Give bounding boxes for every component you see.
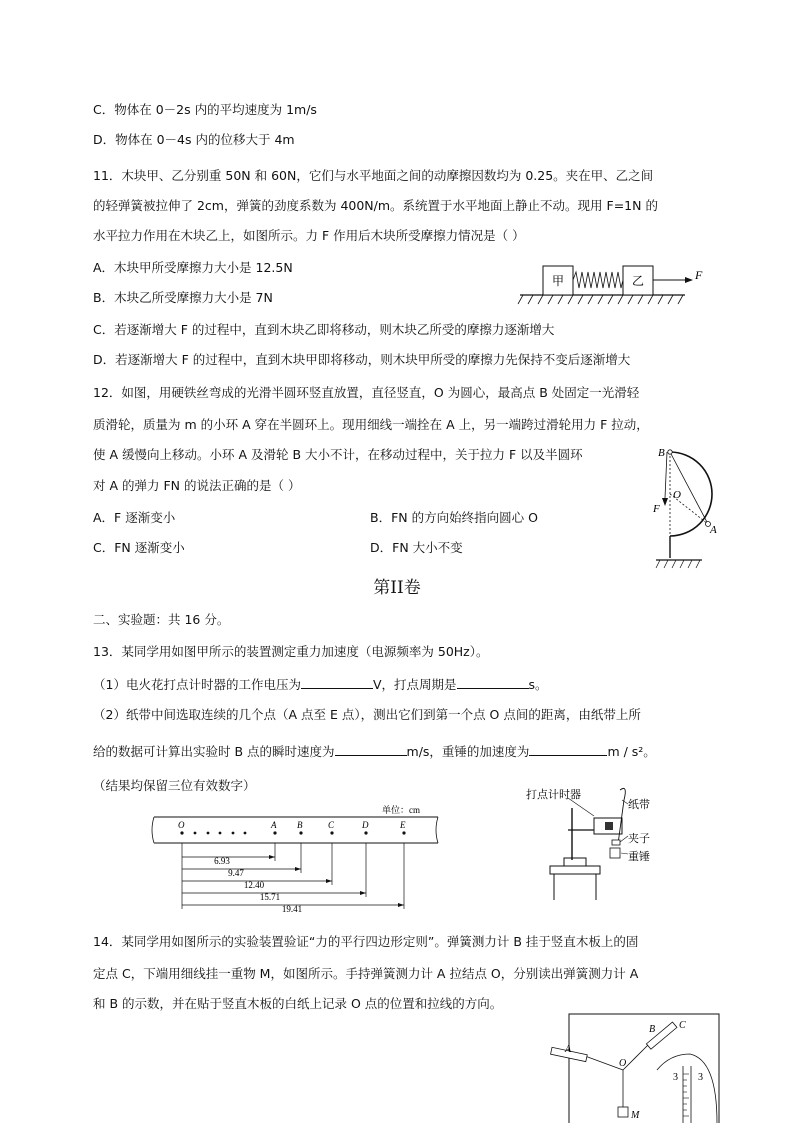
tape-unit: 单位：cm — [382, 805, 420, 815]
stand-base — [564, 858, 586, 866]
q13-note: （结果均保留三位有效数字） — [93, 778, 256, 793]
dist-oc: 12.40 — [243, 880, 265, 890]
string-ao — [585, 1056, 623, 1070]
q12-option-d: D．FN 大小不变 — [370, 540, 463, 555]
acceleration-blank[interactable] — [529, 742, 607, 756]
q14-stem-line2: 定点 C，下端用细线挂一重物 M，如图所示。手持弹簧测力计 A 拉结点 O，分别读出弹簧测力计 A — [93, 966, 639, 981]
dist-ob: 9.47 — [228, 868, 244, 878]
scale-left-3: 3 — [673, 1072, 678, 1083]
tape-point-d: D — [362, 820, 369, 830]
apparatus-figure — [510, 778, 670, 908]
q13-part2-text-c: m / s²。 — [607, 744, 656, 759]
q13-part2-line1: （2）纸带中间选取连续的几个点（A 点至 E 点），测出它们到第一个点 O 点间的距离，由纸带上所 — [93, 707, 641, 722]
string-ba — [670, 452, 708, 524]
q13-part1-text-a: （1）电火花打点计时器的工作电压为 — [93, 677, 301, 692]
q11-option-b: B．木块乙所受摩擦力大小是 7N — [93, 290, 273, 305]
block-jia-label: 甲 — [551, 274, 565, 288]
label-b: B — [649, 1024, 656, 1035]
label-f: F — [653, 503, 660, 515]
q12-option-b: B．FN 的方向始终指向圆心 O — [370, 510, 538, 525]
dist-od: 15.71 — [259, 892, 281, 902]
label-clip: 夹子 — [628, 832, 650, 845]
weight — [610, 848, 620, 858]
q12-stem-line3: 使 A 缓慢向上移动。小环 A 及滑轮 B 大小不计，在移动过程中，关于拉力 F 以及半圆环 — [93, 447, 583, 462]
q13-part1-text-c: s。 — [528, 677, 548, 692]
label-a: A — [710, 524, 717, 536]
weight-m — [618, 1107, 628, 1117]
q14-stem-line3: 和 B 的示数，并在贴于竖直木板的白纸上记录 O 点的位置和拉线的方向。 — [93, 996, 503, 1011]
label-c: C — [679, 1020, 686, 1031]
pulley-b — [668, 450, 672, 454]
velocity-blank[interactable] — [335, 742, 407, 756]
q13-part1 — [93, 675, 548, 694]
q10-option-d: D．物体在 0－4s 内的位移大于 4m — [93, 132, 295, 147]
q13-part2-text-a: 给的数据可计算出实验时 B 点的瞬时速度为 — [93, 744, 335, 759]
paper-tape-line — [618, 788, 625, 844]
label-o: O — [619, 1058, 627, 1069]
q11-stem-line1: 11．木块甲、乙分别重 50N 和 60N，它们与水平地面之间的动摩擦因数均为 0.25。夹在甲、乙之间 — [93, 168, 654, 183]
paper-tape-figure — [150, 803, 440, 913]
tape-point-c: C — [328, 820, 335, 830]
timer-core — [605, 822, 613, 830]
label-b: B — [658, 447, 665, 459]
q12-stem-line4: 对 A 的弹力 FN 的说法正确的是（ ） — [93, 478, 301, 493]
clip — [612, 840, 620, 845]
q13-part2-line2 — [93, 742, 656, 761]
period-blank[interactable] — [457, 675, 529, 689]
q12-option-c: C．FN 逐渐变小 — [93, 540, 185, 555]
spring — [573, 272, 623, 288]
section-heading: 二、实验题：共 16 分。 — [93, 612, 230, 627]
q12-stem-line2: 质滑轮，质量为 m 的小环 A 穿在半圆环上。现用细线一端拴在 A 上，另一端跨过滑轮用力 F 拉动， — [93, 417, 649, 432]
q14-board-figure — [545, 1010, 725, 1123]
q12-option-a: A．F 逐渐变小 — [93, 510, 176, 525]
q11-option-c: C．若逐渐增大 F 的过程中，直到木块乙即将移动，则木块乙所受的摩擦力逐渐增大 — [93, 322, 555, 337]
tape-point-b: B — [297, 820, 303, 830]
label-m: M — [631, 1110, 640, 1121]
string-ob — [623, 1044, 649, 1070]
label-a: A — [565, 1044, 572, 1055]
tape-point-e: E — [400, 820, 406, 830]
magnified-callout — [657, 1054, 717, 1123]
force-label: F — [695, 268, 703, 282]
scale-right-3: 3 — [698, 1072, 703, 1083]
q11-blocks-figure — [515, 262, 705, 308]
label-weight: 重锤 — [628, 850, 650, 863]
voltage-blank[interactable] — [301, 675, 373, 689]
label-timer: 打点计时器 — [526, 788, 581, 801]
dist-oe: 19.41 — [281, 904, 303, 913]
label-o: O — [673, 489, 681, 501]
q11-option-a: A．木块甲所受摩擦力大小是 12.5N — [93, 260, 293, 275]
table-top — [550, 866, 600, 874]
q12-ring-figure — [640, 440, 740, 576]
pull-string — [665, 452, 667, 498]
q14-stem-line1: 14．某同学用如图所示的实验装置验证“力的平行四边形定则”。弹簧测力计 B 挂于竖直木板上的固 — [93, 934, 639, 949]
q13-stem: 13．某同学用如图甲所示的装置测定重力加速度（电源频率为 50Hz）。 — [93, 644, 489, 659]
q13-part2-text-b: m/s，重锤的加速度为 — [406, 744, 530, 759]
q12-stem-line1: 12．如图，用硬铁丝弯成的光滑半圆环竖直放置，直径竖直，O 为圆心，最高点 B 处固定一光滑轻 — [93, 385, 640, 400]
q11-stem-line2: 的轻弹簧被拉伸了 2cm，弹簧的劲度系数为 400N/m。系统置于水平地面上静止不动。现用 F=1N 的 — [93, 198, 658, 213]
q11-stem-line3: 水平拉力作用在木块乙上，如图所示。力 F 作用后木块所受摩擦力情况是（ ） — [93, 228, 525, 243]
q11-option-d: D．若逐渐增大 F 的过程中，直到木块甲即将移动，则木块甲所受的摩擦力先保持不变后逐渐增大 — [93, 352, 631, 367]
label-tape: 纸带 — [628, 798, 650, 811]
tape-point-o: O — [178, 820, 185, 830]
q10-option-c: C．物体在 0－2s 内的平均速度为 1m/s — [93, 102, 317, 117]
pull-arrow — [662, 498, 668, 506]
section-title: 第II卷 — [373, 578, 421, 598]
tape-point-a: A — [271, 820, 277, 830]
dist-oa: 6.93 — [214, 856, 230, 866]
q13-part1-text-b: V，打点周期是 — [372, 677, 457, 692]
block-yi-label: 乙 — [631, 274, 645, 288]
